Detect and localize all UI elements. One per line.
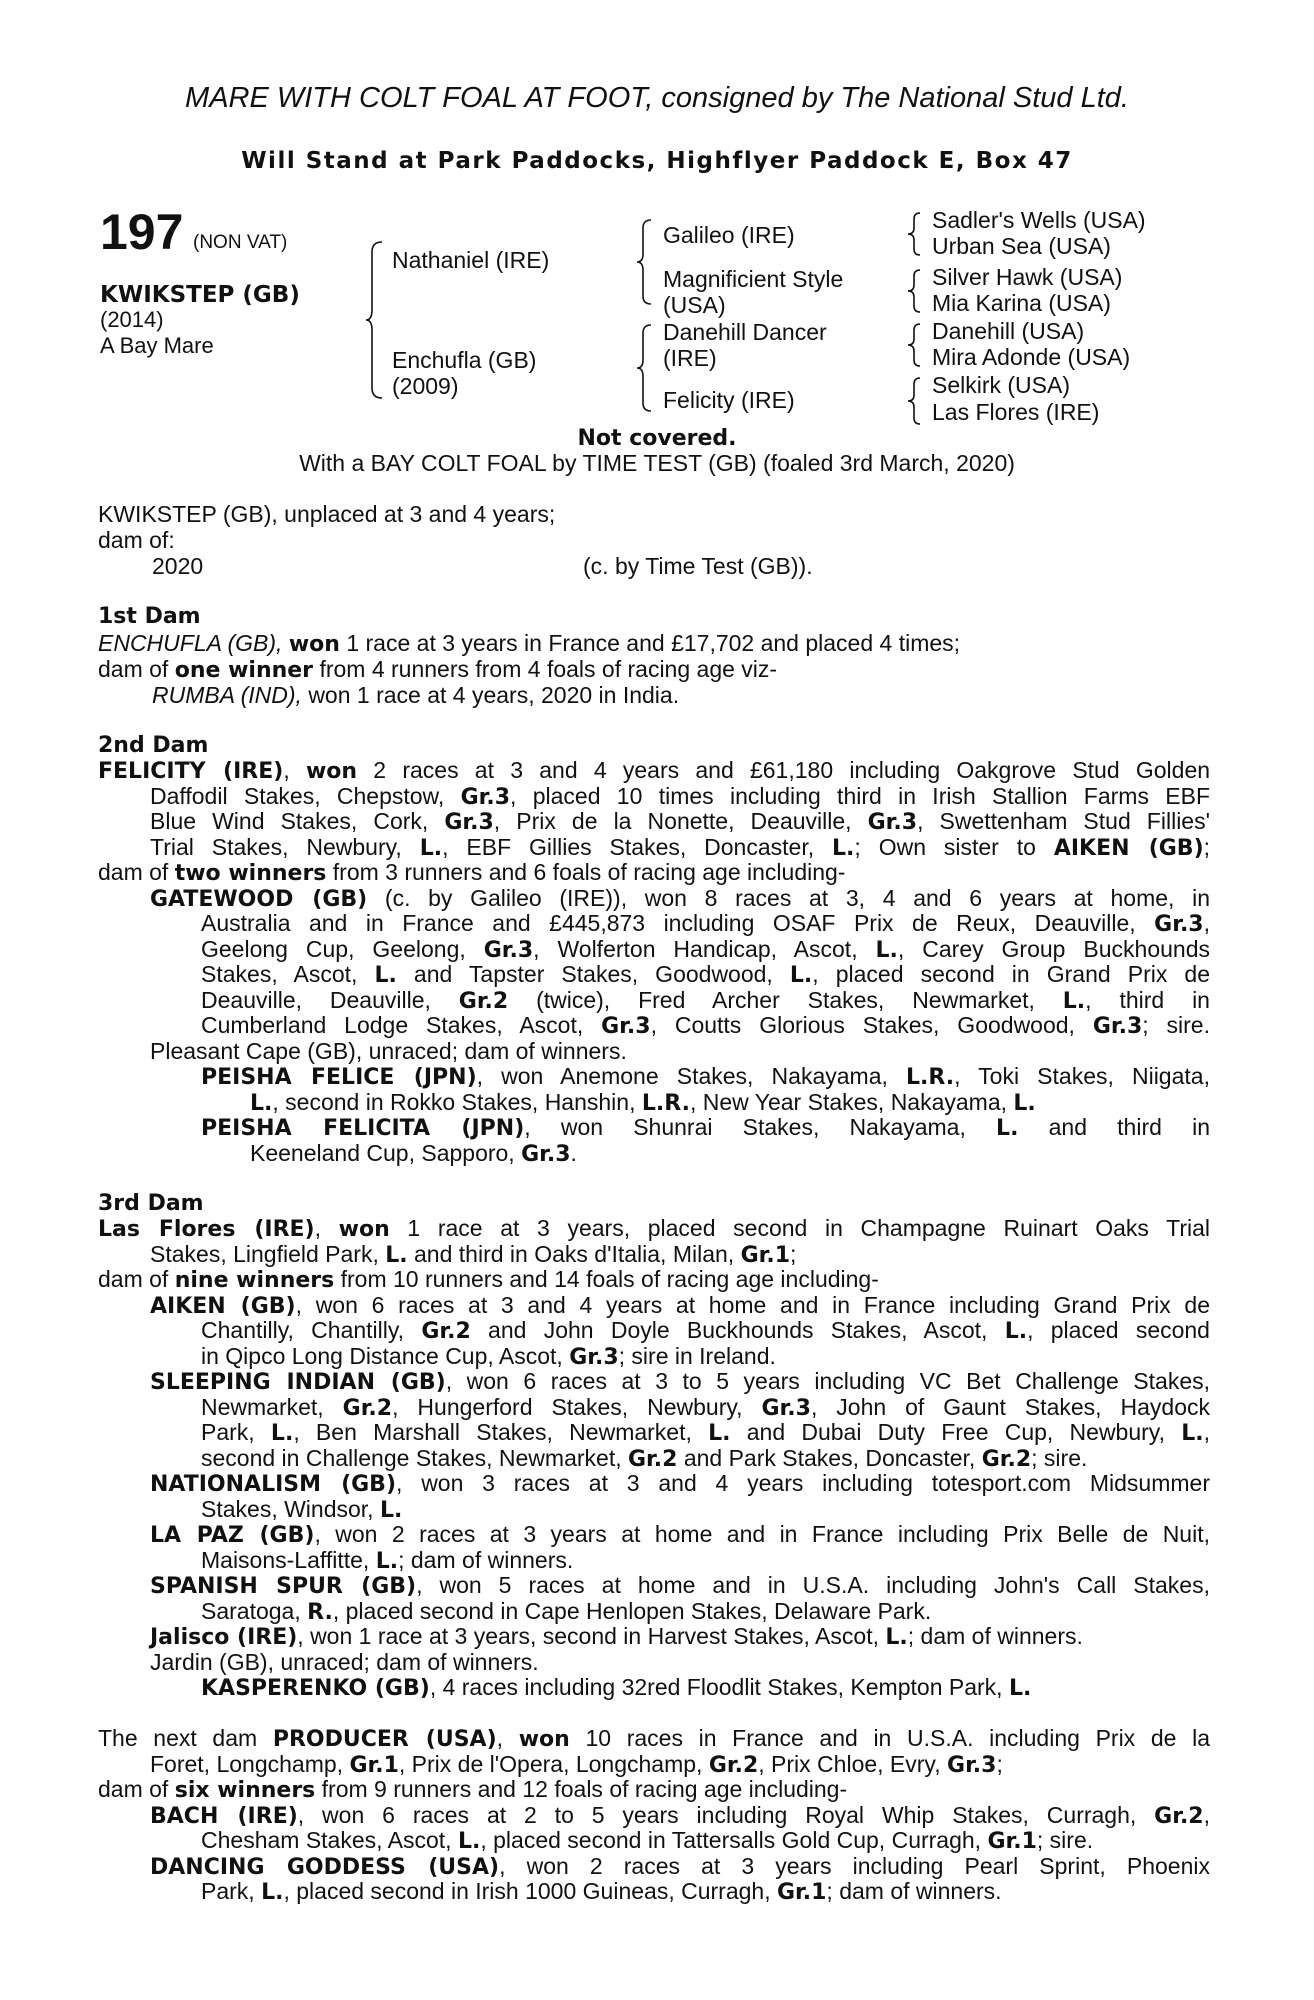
record-line: AIKEN (GB), won 6 races at 3 and 4 years at home and in France including Grand Prix de — [150, 1291, 1211, 1319]
first-dam-record: 1 race at 3 years in France and £17,702 and placed 4 times; — [346, 630, 961, 656]
record-line: Australia and in France and £445,873 including OSAF Prix de Reux, Deauville, Gr.3, — [201, 910, 1210, 937]
vat-status: (NON VAT) — [193, 232, 288, 253]
pedigree-brace-7 — [908, 376, 924, 426]
record-line: Maisons-Laffitte, L.; dam of winners. — [201, 1546, 574, 1574]
record-line: Cumberland Lodge Stakes, Ascot, Gr.3, Coutts Glorious Stakes, Goodwood, Gr.3; sire. — [201, 1012, 1210, 1039]
third-dam-heading: 3rd Dam — [98, 1191, 204, 1216]
produce-summary: KWIKSTEP (GB), unplaced at 3 and 4 years; — [98, 501, 556, 527]
record-line: LA PAZ (GB), won 2 races at 3 years at home and in France including Prix Belle de Nuit, — [150, 1521, 1210, 1548]
offspring-record: won 1 race at 4 years, 2020 in India. — [308, 682, 680, 708]
record-line: KASPERENKO (GB), 4 races including 32red Floodlit Stakes, Kempton Park, L. — [201, 1674, 1032, 1701]
produce-year: 2020 — [152, 553, 204, 579]
pedigree-g4: Mia Karina (USA) — [932, 290, 1111, 316]
pedigree-sire-dam: Magnificient Style — [663, 266, 844, 292]
pedigree-sire-sire: Galileo (IRE) — [663, 222, 795, 248]
pedigree-brace-6 — [908, 322, 924, 368]
record-line: Stakes, Windsor, L. — [201, 1495, 403, 1523]
record-line: Deauville, Deauville, Gr.2 (twice), Fred Archer Stakes, Newmarket, L., third in — [201, 986, 1210, 1014]
page-title: MARE WITH COLT FOAL AT FOOT, consigned by The National Stud Ltd. — [185, 82, 1129, 114]
second-dam-record — [98, 758, 1210, 1166]
offspring-name: RUMBA (IND), — [152, 682, 302, 708]
record-line: SPANISH SPUR (GB), won 5 races at home and in U.S.A. including John's Call Stakes, — [150, 1572, 1210, 1599]
covering-status: Not covered. — [577, 426, 737, 451]
pedigree-dam-year: (2009) — [392, 373, 459, 399]
first-dam-produce-line — [98, 656, 777, 683]
record-line: Stakes, Lingfield Park, L. and third in Oaks d'Italia, Milan, Gr.1; — [150, 1240, 797, 1268]
record-line: The next dam PRODUCER (USA), won 10 races in France and in U.S.A. including Prix de la — [98, 1725, 1210, 1752]
record-line: Pleasant Cape (GB), unraced; dam of winners. — [150, 1037, 627, 1064]
record-line: second in Challenge Stakes, Newmarket, Gr.2 and Park Stakes, Doncaster, Gr.2; sire. — [201, 1444, 1088, 1472]
produce-record: (c. by Time Test (GB)). — [583, 553, 813, 579]
pedigree-dam-sire-country: (IRE) — [663, 345, 717, 371]
horse-name: KWIKSTEP (GB) — [100, 282, 300, 308]
record-line: Newmarket, Gr.2, Hungerford Stakes, Newbury, Gr.3, John of Gaunt Stakes, Haydock — [201, 1393, 1210, 1421]
record-line: L., second in Rokko Stakes, Hanshin, L.R., New Year Stakes, Nakayama, L. — [250, 1088, 1036, 1116]
pedigree-g7: Selkirk (USA) — [932, 372, 1071, 398]
record-line: Park, L., Ben Marshall Stakes, Newmarket, L. and Dubai Duty Free Cup, Newbury, L., — [201, 1419, 1210, 1446]
pedigree-brace-3 — [637, 323, 655, 413]
record-line: in Qipco Long Distance Cup, Ascot, Gr.3; sire in Ireland. — [201, 1342, 776, 1370]
record-line: Trial Stakes, Newbury, L., EBF Gillies Stakes, Doncaster, L.; Own sister to AIKEN (GB); — [150, 833, 1211, 861]
pedigree-dam-dam: Felicity (IRE) — [663, 387, 795, 413]
pedigree-brace-4 — [908, 211, 924, 257]
first-dam-line — [98, 630, 960, 657]
first-dam-runners: from 4 runners from 4 foals of racing age viz- — [319, 656, 778, 682]
third-dam-record — [98, 1216, 1210, 1701]
record-line: PEISHA FELICE (JPN), won Anemone Stakes, Nakayama, L.R., Toki Stakes, Niigata, — [201, 1063, 1210, 1090]
pedigree-g5: Danehill (USA) — [932, 318, 1085, 344]
record-line: dam of six winners from 9 runners and 12 foals of racing age including- — [98, 1776, 848, 1803]
foal-at-foot: With a BAY COLT FOAL by TIME TEST (GB) (foaled 3rd March, 2020) — [299, 450, 1015, 476]
pedigree-dam-sire: Danehill Dancer — [663, 319, 827, 345]
next-dam-record — [98, 1726, 1210, 1905]
record-line: Daffodil Stakes, Chepstow, Gr.3, placed 10 times including third in Irish Stallion Farms EBF — [150, 782, 1210, 810]
record-line: Blue Wind Stakes, Cork, Gr.3, Prix de la Nonette, Deauville, Gr.3, Swettenham Stud Fillies' — [150, 808, 1210, 835]
record-line: dam of two winners from 3 runners and 6 foals of racing age including- — [98, 859, 846, 886]
first-dam-won: won — [288, 632, 340, 657]
record-line: Foret, Longchamp, Gr.1, Prix de l'Opera, Longchamp, Gr.2, Prix Chloe, Evry, Gr.3; — [150, 1750, 1003, 1778]
record-line: Saratoga, R., placed second in Cape Henlopen Stakes, Delaware Park. — [201, 1597, 932, 1625]
record-line: Keeneland Cup, Sapporo, Gr.3. — [250, 1139, 577, 1167]
record-line: PEISHA FELICITA (JPN), won Shunrai Stakes, Nakayama, L. and third in — [201, 1114, 1210, 1141]
record-line: Stakes, Ascot, L. and Tapster Stakes, Goodwood, L., placed second in Grand Prix de — [201, 961, 1210, 988]
record-line: dam of nine winners from 10 runners and 14 foals of racing age including- — [98, 1266, 879, 1293]
pedigree-g1: Sadler's Wells (USA) — [932, 207, 1146, 233]
horse-description: A Bay Mare — [100, 333, 214, 358]
record-line: Jardin (GB), unraced; dam of winners. — [150, 1648, 539, 1675]
pedigree-g2: Urban Sea (USA) — [932, 233, 1111, 259]
lot-number: 197 — [100, 204, 184, 260]
record-line: Geelong Cup, Geelong, Gr.3, Wolferton Handicap, Ascot, L., Carey Group Buckhounds — [201, 935, 1210, 963]
first-dam-offspring-line — [152, 682, 679, 709]
pedigree-brace-1 — [366, 240, 386, 400]
first-dam-name: ENCHUFLA (GB), — [98, 630, 283, 656]
second-dam-heading: 2nd Dam — [98, 733, 209, 758]
pedigree-sire-dam-country: (USA) — [663, 292, 726, 318]
pedigree-brace-2 — [637, 218, 655, 306]
record-line: Las Flores (IRE), won 1 race at 3 years, placed second in Champagne Ruinart Oaks Trial — [98, 1215, 1211, 1242]
horse-year: (2014) — [100, 307, 164, 332]
first-dam-dam-of: dam of — [98, 656, 169, 682]
record-line: BACH (IRE), won 6 races at 2 to 5 years including Royal Whip Stakes, Curragh, Gr.2, — [150, 1801, 1210, 1829]
record-line: Chesham Stakes, Ascot, L., placed second in Tattersalls Gold Cup, Curragh, Gr.1; sire. — [201, 1827, 1094, 1854]
pedigree-sire: Nathaniel (IRE) — [392, 247, 550, 273]
pedigree-g3: Silver Hawk (USA) — [932, 264, 1123, 290]
first-dam-winners: one winner — [174, 658, 314, 683]
record-line: FELICITY (IRE), won 2 races at 3 and 4 years and £61,180 including Oakgrove Stud Golden — [98, 757, 1211, 784]
first-dam-heading: 1st Dam — [98, 604, 201, 629]
record-line: Park, L., placed second in Irish 1000 Guineas, Curragh, Gr.1; dam of winners. — [201, 1878, 1002, 1905]
pedigree-dam: Enchufla (GB) — [392, 347, 537, 373]
record-line: NATIONALISM (GB), won 3 races at 3 and 4 years including totesport.com Midsummer — [150, 1470, 1210, 1497]
record-line: DANCING GODDESS (USA), won 2 races at 3 years including Pearl Sprint, Phoenix — [150, 1852, 1210, 1880]
stand-info: Will Stand at Park Paddocks, Highflyer Paddock E, Box 47 — [241, 148, 1073, 174]
pedigree-g8: Las Flores (IRE) — [932, 399, 1100, 425]
produce-dam-of: dam of: — [98, 527, 175, 553]
record-line: GATEWOOD (GB) (c. by Galileo (IRE)), won 8 races at 3, 4 and 6 years at home, in — [150, 884, 1210, 912]
record-line: Chantilly, Chantilly, Gr.2 and John Doyle Buckhounds Stakes, Ascot, L., placed second — [201, 1317, 1210, 1344]
pedigree-brace-5 — [908, 268, 924, 314]
record-line: SLEEPING INDIAN (GB), won 6 races at 3 to 5 years including VC Bet Challenge Stakes, — [150, 1368, 1211, 1395]
pedigree-g6: Mira Adonde (USA) — [932, 344, 1131, 370]
record-line: Jalisco (IRE), won 1 race at 3 years, second in Harvest Stakes, Ascot, L.; dam of winners. — [150, 1623, 1083, 1650]
